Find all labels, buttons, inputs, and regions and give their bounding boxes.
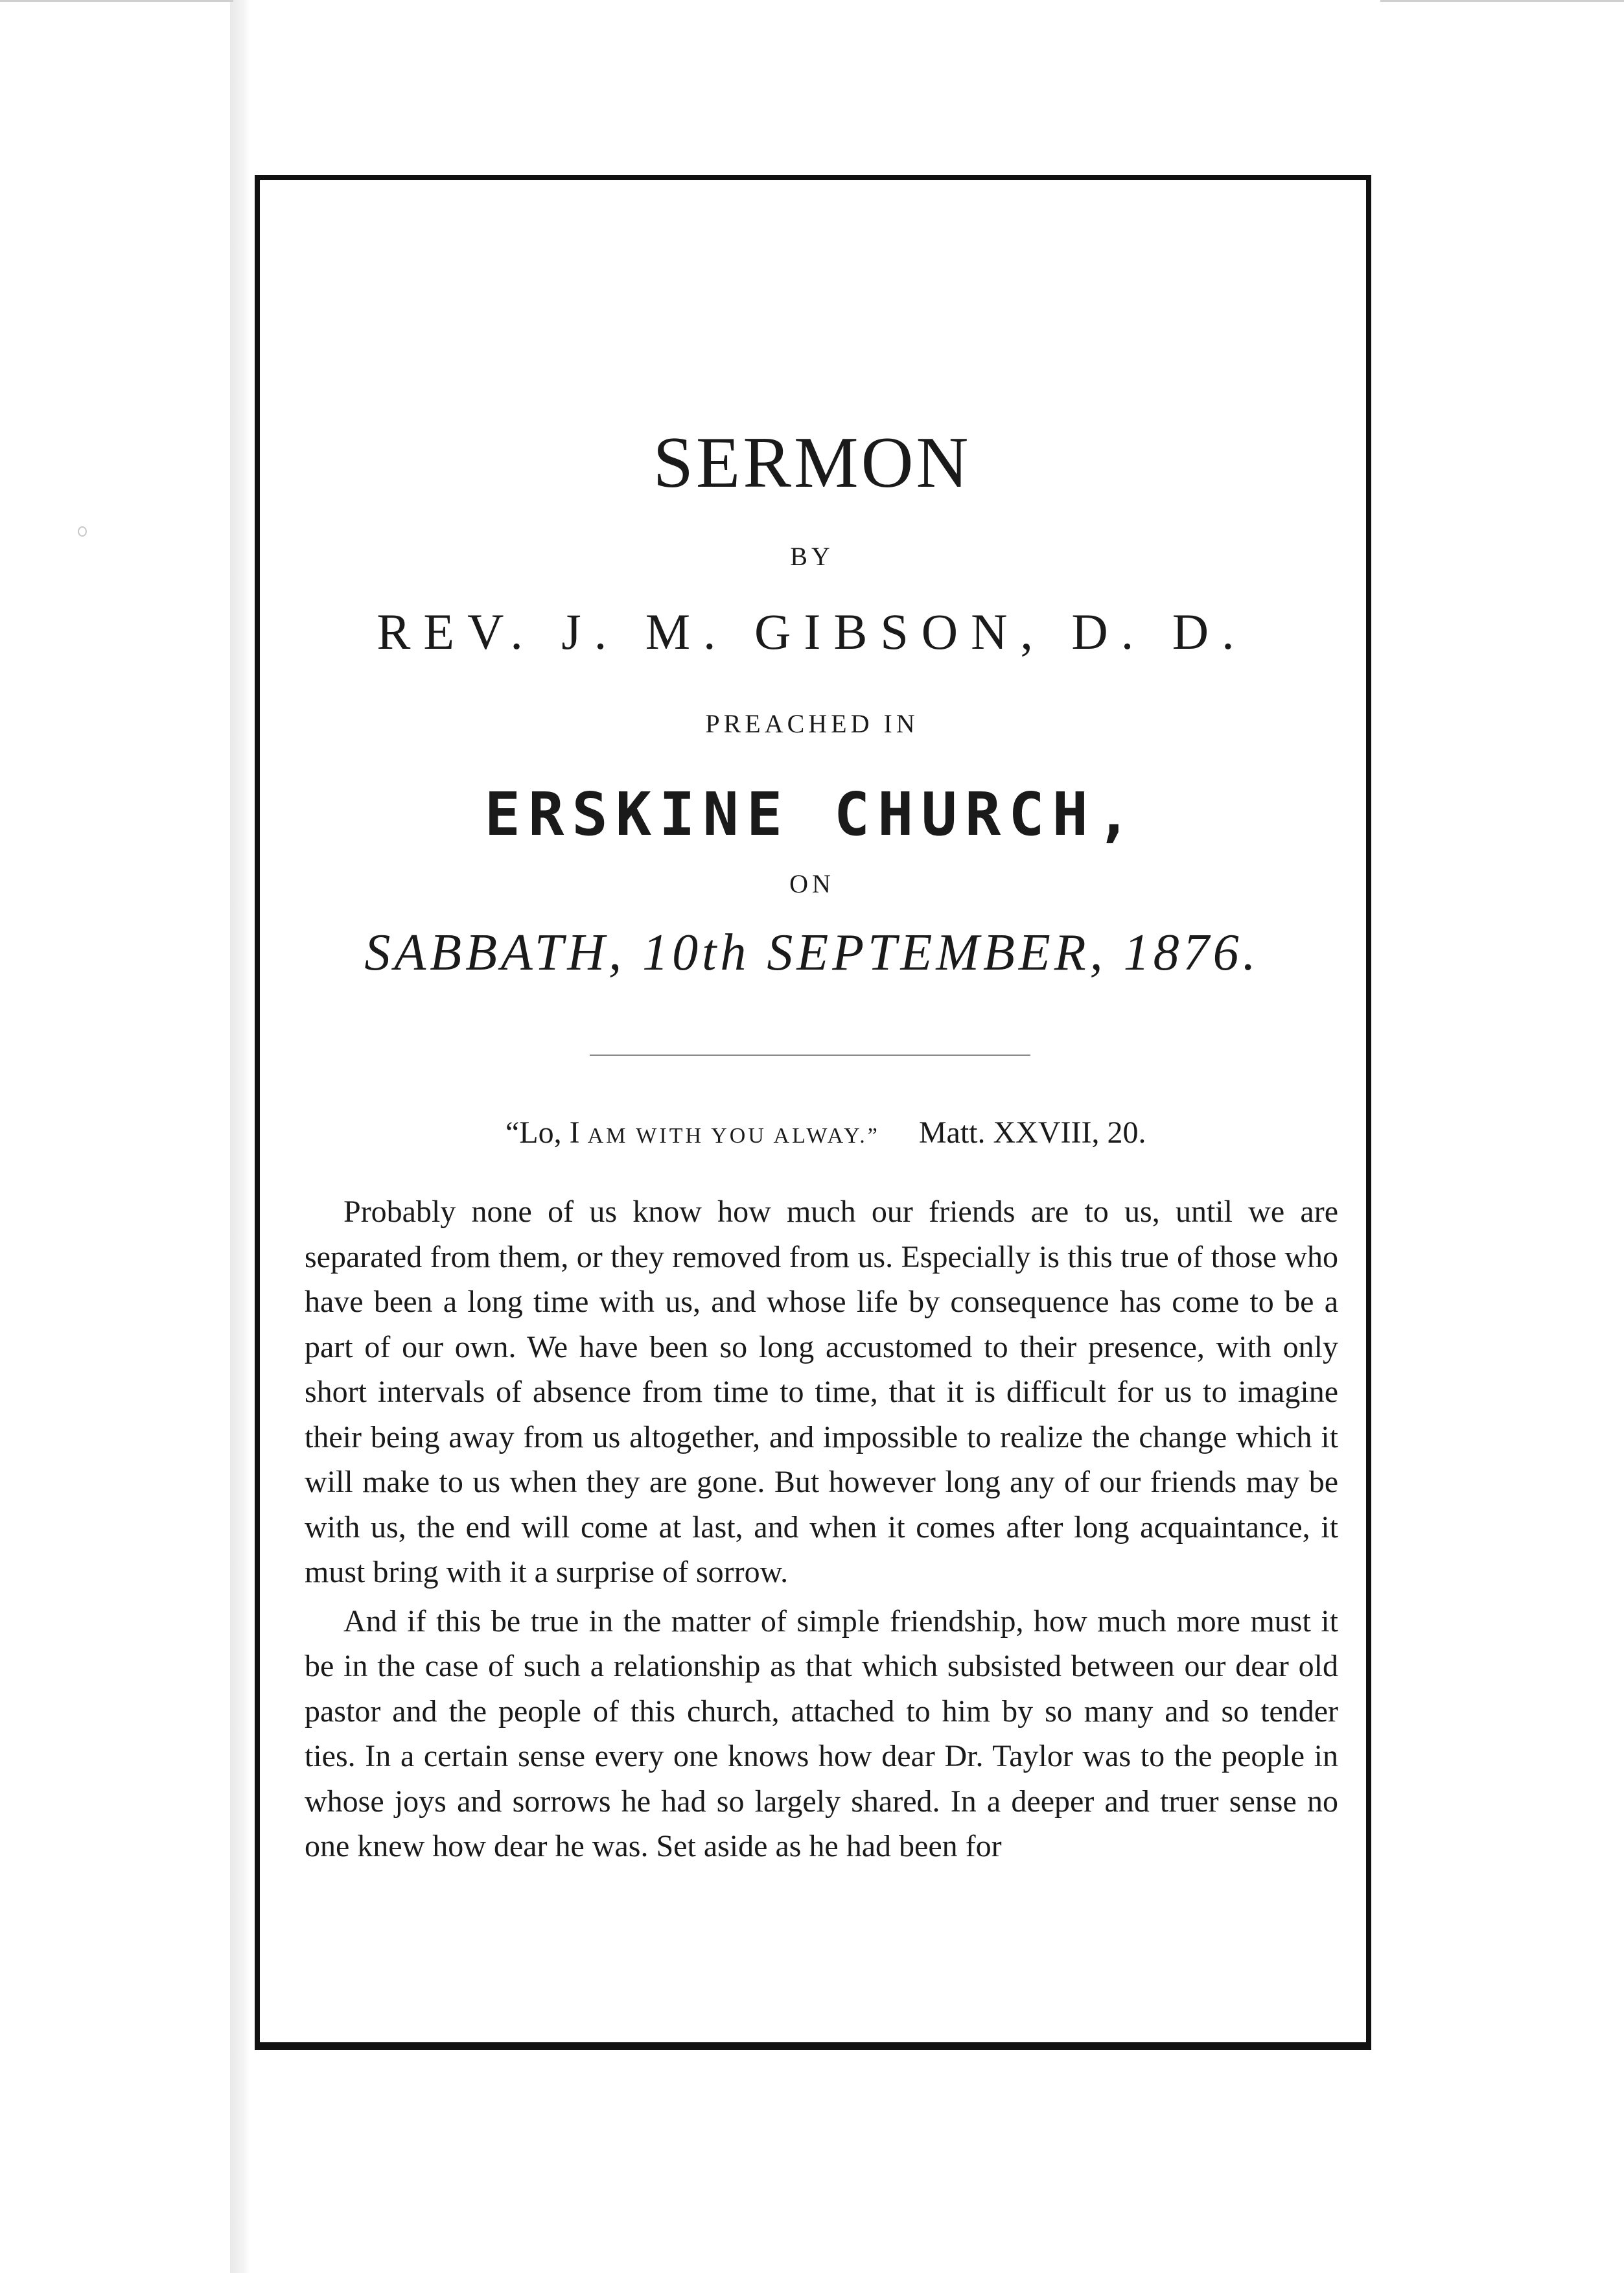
scan-speck <box>78 526 87 537</box>
scan-edge-left <box>0 0 233 2</box>
page-title: SERMON <box>653 423 971 503</box>
on-label: ON <box>789 869 835 898</box>
body-paragraph: And if this be true in the matter of simple friendship, how much more must it be in the case of such a relationship as that which subsisted between our dear old pastor and the people of this church, attached to him by so many and so tender ties. In a certain sense every one knows how dear Dr. Taylor was to the people in whose joys and sorrows he had so largely shared. In a deeper and truer sense no one knew how dear he was. Set aside as he had been for <box>305 1603 1338 1863</box>
preached-in-label: PREACHED IN <box>705 709 919 738</box>
epigraph-small-caps: AM WITH YOU ALWAY.” <box>587 1124 880 1148</box>
sermon-date: SABBATH, 10th SEPTEMBER, 1876. <box>364 924 1260 981</box>
scan-edge-right <box>1380 0 1624 2</box>
sermon-body <box>305 1189 1338 1869</box>
binding-gutter <box>230 0 251 2273</box>
epigraph-reference: Matt. XXVIII, 20. <box>918 1115 1146 1150</box>
section-divider <box>590 1055 1030 1056</box>
scripture-epigraph <box>505 1115 1316 1150</box>
author-line: REV. J. M. GIBSON, D. D. <box>377 603 1247 660</box>
church-name: ERSKINE CHURCH, <box>484 780 1140 849</box>
by-label: BY <box>790 542 834 571</box>
epigraph-open: “Lo, I <box>505 1115 588 1150</box>
body-paragraph: Probably none of us know how much our friends are to us, until we are separated from them, or they removed from us. Especially is this true of those who have been a long time with us, and whose life by consequence has come to be a part of our own. We have been so long accustomed to their presence, with only short intervals of absence from time to time, that it is difficult for us to imagine their being away from us altogether, and impossible to realize the change which it will make to us when they are gone. But however long any of our friends may be with us, the end will come at last, and when it comes after long acquaintance, it must bring with it a surprise of sorrow. <box>305 1195 1338 1589</box>
